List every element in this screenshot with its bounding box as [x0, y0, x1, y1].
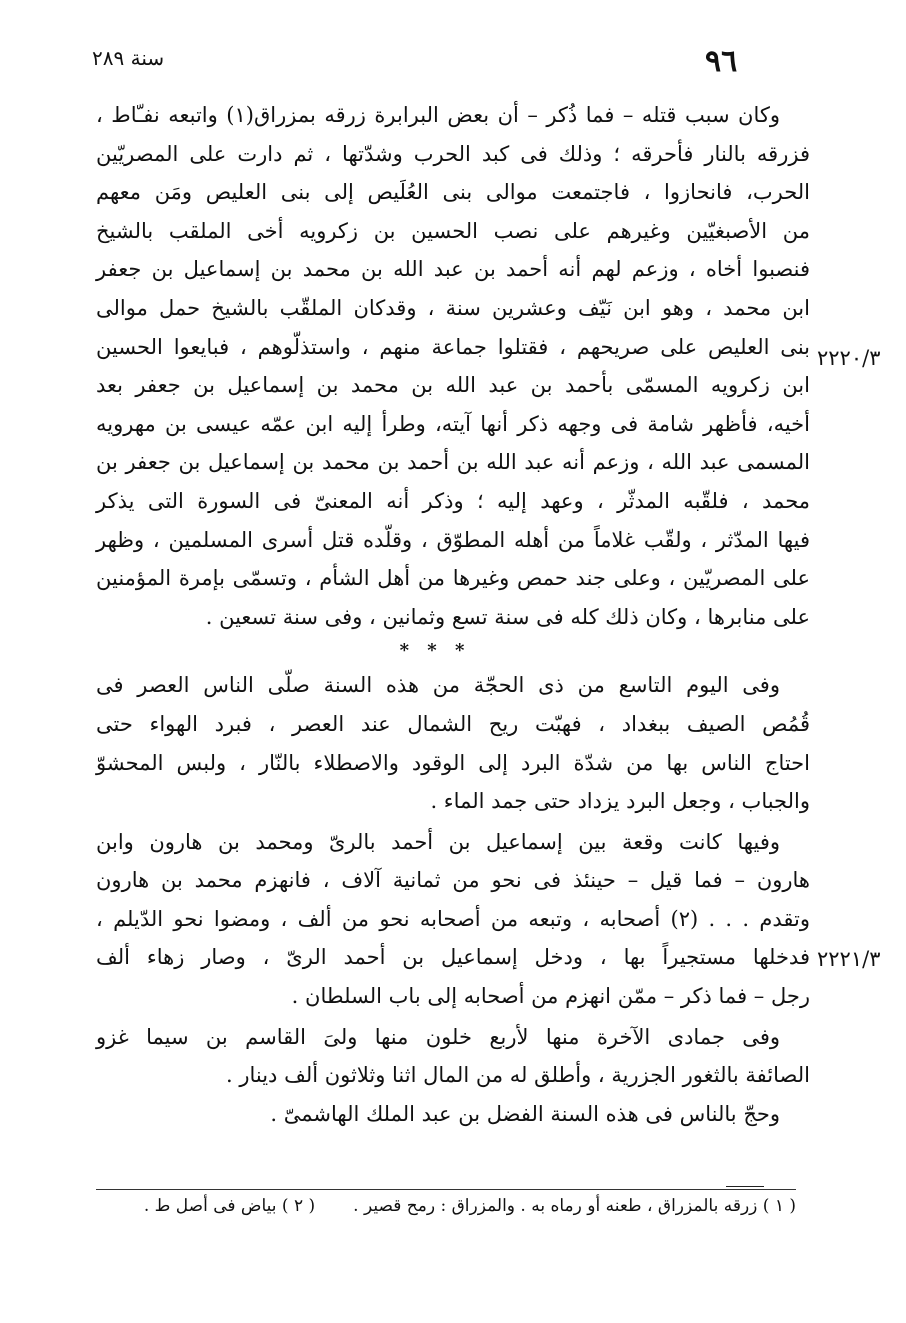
text-line: فدخلها مستجيراً بها ، ودخل إسماعيل بن أحمد الرىّ ، وصار زهاء ألف — [96, 945, 810, 970]
footnote-divider — [96, 1189, 796, 1190]
footnote: ( ١ ) زرقه بالمزراق ، طعنه أو رماه به . والمزراق : رمح قصير . — [353, 1196, 796, 1216]
text-line: وفيها كانت وقعة بين إسماعيل بن أحمد بالرىّ ومحمد بن هارون وابن — [96, 829, 780, 854]
page-number: ٩٦ — [705, 44, 738, 79]
text-line: وفى اليوم التاسع من ذى الحجّة من هذه السنة صلّى الناس العصر فى — [96, 673, 780, 698]
text-line: على منابرها ، وكان ذلك كله فى سنة تسع وثمانين ، وفى سنة تسعين . — [205, 604, 810, 629]
text-line: ابن زكرويه المسمّى بأحمد بن عبد الله بن محمد بن إسماعيل بن جعفر بعد — [96, 373, 810, 398]
text-line: فزرقه بالنار فأحرقه ؛ وذلك فى كبد الحرب وشدّتها ، ثم دارت على المصريّين — [96, 141, 810, 166]
running-head: سنة ٢٨٩ — [92, 46, 165, 70]
text-line: فنصبوا أخاه ، وزعم لهم أنه أحمد بن عبد الله بن محمد بن إسماعيل بن جعفر — [96, 257, 810, 282]
footnotes — [96, 1196, 796, 1216]
margin-reference: ٢٢٢٠/٣ — [817, 346, 881, 370]
text-line: وحجّ بالناس فى هذه السنة الفضل بن عبد الملك الهاشمىّ . — [270, 1101, 780, 1126]
text-line: على المصريّين ، وعلى جند حمص وغيرها من أهل الشأم ، وتسمّى بإمرة المؤمنين — [96, 566, 810, 591]
text-line: فيها المدّثر ، ولقّب غلاماً من أهله المطوّق ، وقلّده قتل أسرى المسلمين ، وظهر — [96, 527, 810, 552]
text-line: أخيه، فأظهر شامة فى وجهه ذكر أنها آيته، وطرأ إليه ابن عمّه عيسى بن مهرويه — [96, 411, 810, 436]
text-line: محمد ، فلقّبه المدثّر ، وعهد إليه ؛ وذكر أنه المعنىّ فى السورة التى يذكر — [96, 488, 810, 513]
text-line: الحرب، فانحازوا ، فاجتمعت موالى بنى العُلَيص إلى بنى العليص ومَن معهم — [96, 180, 810, 205]
text-line: وكان سبب قتله – فما ذُكر – أن بعض البرابرة زرقه بمزراق(١) واتبعه نفـّاط ، — [96, 103, 781, 127]
text-line: رجل – فما ذكر – ممّن انهزم من أصحابه إلى باب السلطان . — [291, 984, 810, 1009]
text-line: احتاج الناس بها من شدّة البرد إلى الوقود والاصطلاء بالنّار ، ولبس المحشوّ — [96, 750, 810, 775]
text-line: الصائفة بالثغور الجزرية ، وأطلق له من المال اثنا وثلاثون ألف دينار . — [225, 1063, 810, 1088]
text-line: ابن محمد ، وهو ابن نَيّف وعشرين سنة ، وقدكان الملقّب بالشيخ حمل موالى — [96, 295, 810, 320]
text-line: من الأصبغيّين وغيرهم على نصب الحسين بن زكرويه أخى الملقب بالشيخ — [96, 218, 810, 243]
main-text — [96, 96, 810, 1133]
text-line: والجباب ، وجعل البرد يزداد حتى جمد الماء . — [430, 789, 810, 814]
margin-reference: ٢٢٢١/٣ — [817, 947, 881, 971]
text-line: وتقدم . . . (٢) أصحابه ، وتبعه من أصحابه نحو من ألف ، ومضوا نحو الدّيلم ، — [96, 906, 810, 931]
text-line: هارون – فما قيل – حينئذ فى نحو من ثمانية آلاف ، فانهزم محمد بن هارون — [96, 868, 810, 893]
divider — [726, 1186, 764, 1187]
footnote: ( ٢ ) بياض فى أصل ط . — [143, 1196, 316, 1216]
text-line: قُمُص الصيف ببغداد ، فهبّت ريح الشمال عند العصر ، فبرد الهواء حتى — [96, 711, 810, 736]
text-line: وفى جمادى الآخرة منها لأربع خلون منها ولىَ القاسم بن سيما غزو — [96, 1024, 780, 1049]
text-line: المسمى عبد الله ، وزعم أنه عبد الله بن أحمد بن محمد بن إسماعيل بن جعفر بن — [96, 450, 810, 475]
section-separator: * * * — [399, 640, 471, 662]
text-line: بنى العليص على صريحهم ، فقتلوا جماعة منهم ، واستذلّوهم ، فبايعوا الحسين — [96, 334, 810, 359]
